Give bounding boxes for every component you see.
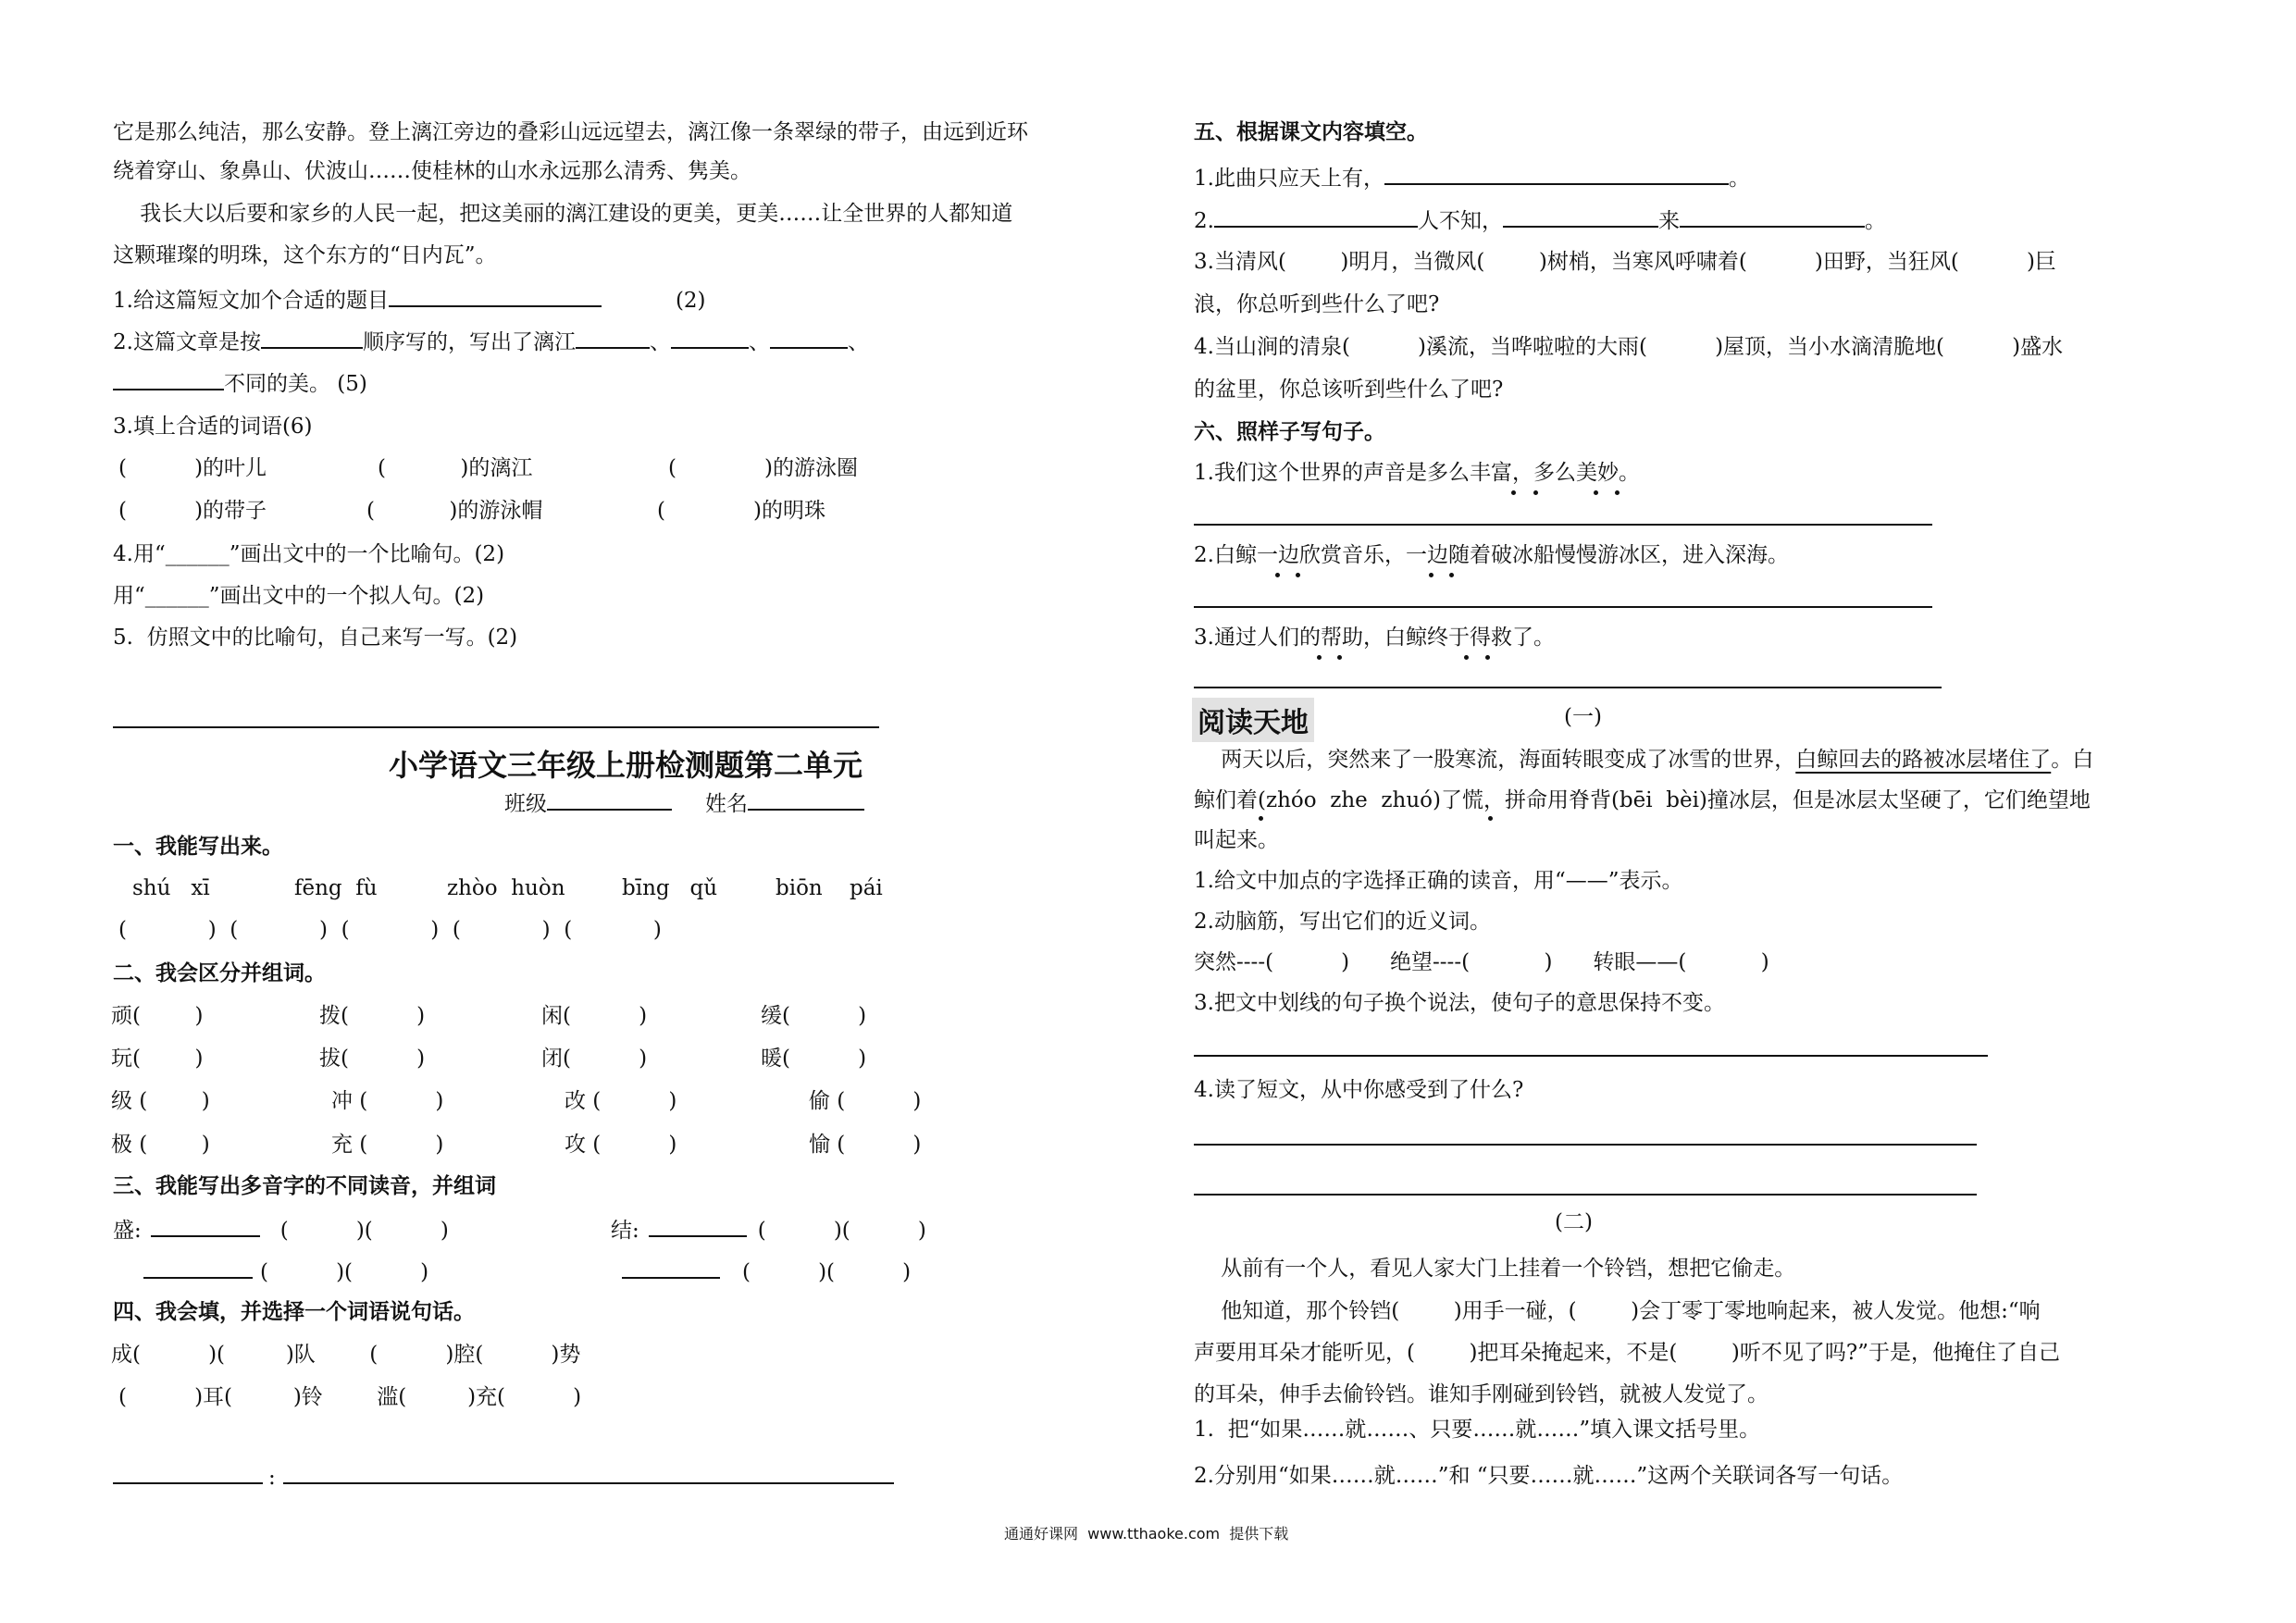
example-2: 2.白鲸一边欣赏音乐，一边随着破冰船慢慢游冰区，进入深海。 (1194, 543, 1789, 567)
story-para-2: 他知道，那个铃铛( )用手一碰，( )会丁零丁零地响起来，被人发觉。他想:“响 (1194, 1299, 2041, 1323)
unit-title: 小学语文三年级上册检测题第二单元 (389, 748, 863, 783)
grid-r4-c3: 攻 ( ) (565, 1133, 677, 1157)
example-3: 3.通过人们的帮助，白鲸终于得救了。 (1194, 626, 1555, 650)
reading-blank[interactable] (151, 1215, 260, 1237)
story-para-4: 的耳朵，伸手去偷铃铛。谁知手刚碰到铃铛，就被人发觉了。 (1194, 1382, 1769, 1406)
synonym-row: 突然----( ) 绝望----( ) 转眼——( ) (1194, 950, 1769, 974)
answer-line[interactable] (1194, 1055, 1988, 1057)
class-name-row: 班级 姓名 (504, 788, 864, 818)
sheng-row: 盛: ( )( ) (113, 1215, 449, 1245)
pinyin-4: bīng qǔ (622, 876, 718, 900)
emphasis-dot (1429, 573, 1433, 577)
answer-blank[interactable] (261, 327, 363, 349)
footer-credit: 通通好课网 www.tthaoke.com 提供下载 (1004, 1525, 1289, 1542)
emphasis-dot (1464, 655, 1469, 660)
grid-r4-c1: 极 ( ) (111, 1133, 210, 1157)
grid-r3-c4: 偷 ( ) (809, 1089, 922, 1113)
word-fill-5: ( )的游泳帽 (366, 499, 543, 523)
name-field[interactable] (748, 788, 864, 811)
story-para-1: 从前有一个人，看见人家大门上挂着一个铃铛，想把它偷走。 (1194, 1257, 1796, 1281)
grid-r3-c2: 冲 ( ) (331, 1089, 444, 1113)
example-1: 1.我们这个世界的声音是多么丰富，多么美妙。 (1194, 461, 1640, 485)
reading-q2: 2.动脑筋，写出它们的近义词。 (1194, 910, 1491, 934)
part-2-label: (二) (1555, 1210, 1593, 1234)
answer-blank[interactable] (770, 327, 848, 349)
idiom-row-2: ( )耳( )铃 滥( )充( ) (118, 1385, 582, 1409)
grid-r3-c3: 改 ( ) (565, 1089, 677, 1113)
part-1-label: (一) (1564, 705, 1602, 729)
question-2: 2.这篇文章是按 顺序写的，写出了漓江 、 、 、 (113, 327, 869, 356)
word-fill-3: ( )的游泳圈 (668, 456, 858, 480)
reading-blank[interactable] (622, 1257, 720, 1279)
grid-r3-c1: 级 ( ) (111, 1089, 210, 1113)
underlined-sentence: 白鲸回去的路被冰层堵住了 (1795, 748, 2052, 772)
emphasis-dot (1449, 573, 1454, 577)
emphasis-dot (1296, 573, 1300, 577)
reading-q4: 4.读了短文，从中你感受到了什么? (1194, 1078, 1524, 1102)
reading-para-3: 叫起来。 (1194, 828, 1279, 852)
fill-4b: 的盆里，你总该听到些什么了吧? (1194, 378, 1504, 402)
reading-blank[interactable] (649, 1215, 747, 1237)
question-3: 3.填上合适的词语(6) (113, 415, 313, 439)
section-3-heading: 三、我能写出多音字的不同读音，并组词 (113, 1173, 496, 1198)
grid-r1-c3: 闲( ) (541, 1004, 648, 1028)
reading-blank[interactable] (143, 1257, 253, 1279)
emphasis-dot (1317, 655, 1322, 660)
answer-blank[interactable] (389, 285, 602, 307)
reading-para-1: 两天以后，突然来了一股寒流，海面转眼变成了冰雪的世界，白鲸回去的路被冰层堵住了。白 (1194, 748, 2094, 772)
idiom-blank[interactable] (113, 1462, 263, 1484)
pinyin-1: shú xī (132, 876, 210, 900)
section-1-heading: 一、我能写出来。 (113, 834, 283, 859)
emphasis-dot (1485, 655, 1490, 660)
passage-line-2: 绕着穿山、象鼻山、伏波山……使桂林的山水永远那么清秀、隽美。 (113, 159, 751, 183)
word-fill-6: ( )的明珠 (657, 499, 825, 523)
fill-4a: 4.当山涧的清泉( )溪流，当哗啦啦的大雨( )屋顶，当小水滴清脆地( )盛水 (1194, 335, 2064, 359)
section-2-heading: 二、我会区分并组词。 (113, 960, 326, 985)
section-5-heading: 五、根据课文内容填空。 (1194, 119, 1428, 144)
emphasis-dot (1511, 490, 1516, 495)
grid-r4-c4: 愉 ( ) (809, 1133, 922, 1157)
answer-line[interactable] (1194, 687, 1942, 688)
jie-row-2: ( )( ) (622, 1257, 911, 1286)
answer-line[interactable] (1194, 606, 1932, 608)
poem-line-1: 1.此曲只应天上有， 。 (1194, 163, 1750, 192)
emphasis-dot (1594, 490, 1598, 495)
story-para-3: 声要用耳朵才能听见，( )把耳朵掩起来，不是( )听不见了吗?”于是，他掩住了自己 (1194, 1341, 2060, 1365)
reading-para-2: 鲸们着(zhóo zhe zhuó)了慌，拼命用脊背(bēi bèi)撞冰层，但是冰层太坚硬了，它们绝望地 (1194, 788, 2091, 812)
answer-blank[interactable] (1503, 205, 1658, 228)
question-5: 5. 仿照文中的比喻句，自己来写一写。(2) (113, 626, 518, 650)
answer-blank[interactable] (576, 327, 650, 349)
answer-line[interactable] (1194, 524, 1932, 526)
question-2-cont: 不同的美。 (5) (113, 368, 367, 398)
emphasis-dot (1533, 490, 1538, 495)
emphasis-dot (1488, 816, 1493, 821)
question-4a: 4.用“______”画出文中的一个比喻句。(2) (113, 542, 505, 566)
story-q1: 1. 把“如果……就……、只要……就……”填入课文括号里。 (1194, 1418, 1761, 1442)
question-1: 1.给这篇短文加个合适的题目 (2) (113, 285, 706, 315)
grid-r2-c4: 暖( ) (761, 1047, 867, 1071)
sentence-blank[interactable] (283, 1462, 894, 1484)
poem-line-2: 2. 人不知， 来 。 (1194, 205, 1886, 235)
jie-row: 结: ( )( ) (611, 1215, 926, 1245)
section-4-heading: 四、我会填，并选择一个词语说句话。 (113, 1299, 475, 1324)
answer-blank[interactable] (113, 368, 224, 390)
answer-blank[interactable] (1680, 205, 1865, 228)
pinyin-brackets: ( ) ( ) ( ) ( ) ( ) (118, 918, 662, 942)
passage-line-4: 这颗璀璨的明珠，这个东方的“日内瓦”。 (113, 243, 497, 267)
class-field[interactable] (547, 788, 672, 811)
word-fill-1: ( )的叶儿 (118, 456, 267, 480)
answer-line[interactable] (1194, 1194, 1977, 1196)
pinyin-5: biōn pái (776, 876, 883, 900)
grid-r1-c1: 顽( ) (111, 1004, 204, 1028)
emphasis-dot (1337, 655, 1342, 660)
word-fill-4: ( )的带子 (118, 499, 267, 523)
answer-blank[interactable] (671, 327, 749, 349)
pinyin-3: zhòo huòn (447, 876, 565, 900)
passage-line-3: 我长大以后要和家乡的人民一起，把这美丽的漓江建设的更美，更美……让全世界的人都知道 (113, 202, 1013, 226)
idiom-row-1: 成( )( )队 ( )腔( )势 (111, 1343, 581, 1367)
reading-q3: 3.把文中划线的句子换个说法，使句子的意思保持不变。 (1194, 991, 1725, 1015)
emphasis-dot (1259, 816, 1263, 821)
sheng-row-2: ( )( ) (143, 1257, 428, 1286)
story-q2: 2.分别用“如果……就……”和 “只要……就……”这两个关联词各写一句话。 (1194, 1464, 1904, 1488)
answer-blank[interactable] (1214, 205, 1418, 228)
grid-r2-c3: 闭( ) (541, 1047, 648, 1071)
fill-3a: 3.当清风( )明月，当微风( )树梢，当寒风呼啸着( )田野，当狂风( )巨 (1194, 250, 2056, 274)
grid-r1-c2: 拨( ) (319, 1004, 426, 1028)
emphasis-dot (1275, 573, 1280, 577)
section-6-heading: 六、照样子写句子。 (1194, 419, 1385, 444)
grid-r2-c1: 玩( ) (111, 1047, 204, 1071)
reading-q1: 1.给文中加点的字选择正确的读音，用“——”表示。 (1194, 869, 1683, 893)
answer-blank[interactable] (1384, 163, 1729, 185)
answer-line[interactable] (1194, 1144, 1977, 1146)
question-4b: 用“______”画出文中的一个拟人句。(2) (113, 584, 485, 608)
grid-r4-c2: 充 ( ) (331, 1133, 444, 1157)
sentence-row: : (113, 1462, 894, 1492)
fill-3b: 浪，你总听到些什么了吧? (1194, 292, 1440, 316)
divider-line (113, 726, 879, 728)
grid-r1-c4: 缓( ) (761, 1004, 867, 1028)
passage-line-1: 它是那么纯洁，那么安静。登上漓江旁边的叠彩山远远望去，漓江像一条翠绿的带子，由远到近环 (113, 120, 1028, 144)
reading-title: 阅读天地 (1192, 698, 1314, 742)
emphasis-dot (1615, 490, 1620, 495)
grid-r2-c2: 拔( ) (319, 1047, 426, 1071)
word-fill-2: ( )的漓江 (378, 456, 533, 480)
pinyin-2: fēng fù (294, 876, 378, 900)
